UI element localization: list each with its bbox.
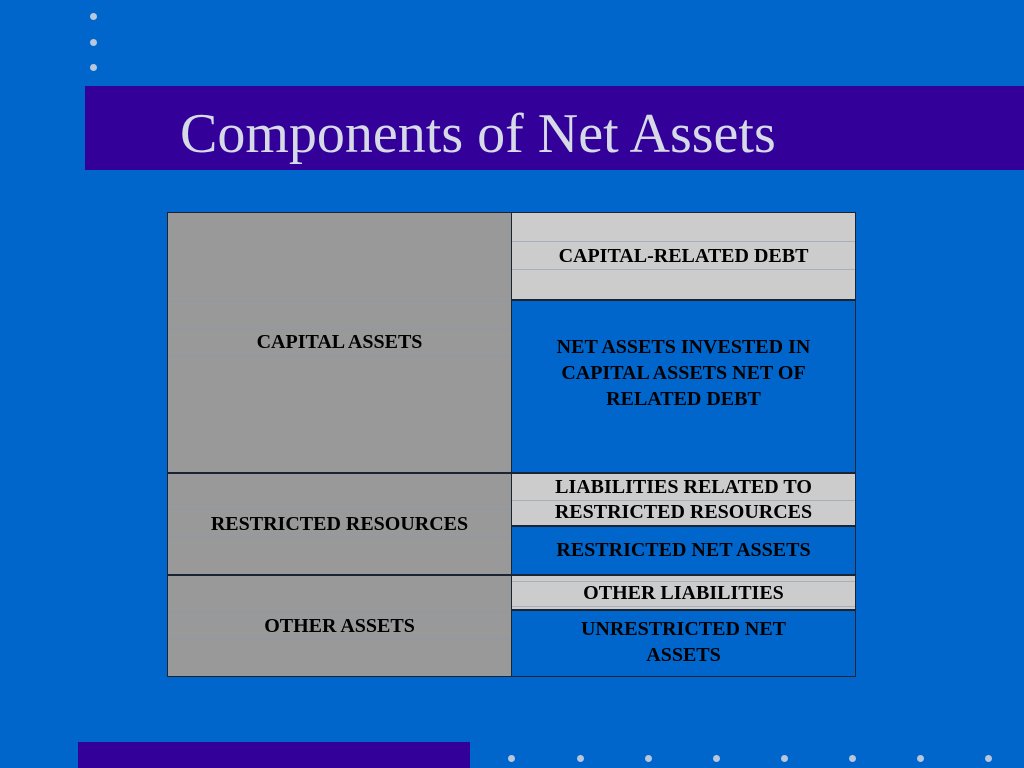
row-divider — [168, 574, 855, 576]
decor-dot — [985, 755, 992, 762]
decor-dot — [849, 755, 856, 762]
row-line — [168, 355, 511, 356]
unrestricted-label-1: UNRESTRICTED NET — [580, 618, 787, 640]
row-line — [168, 301, 511, 302]
unrestricted-label-2: ASSETS — [646, 644, 721, 666]
decor-dot — [90, 39, 97, 46]
row-divider — [512, 609, 855, 611]
row-line — [512, 606, 855, 607]
restricted-resources-cell — [168, 474, 511, 575]
other-liabilities-cell — [512, 576, 855, 610]
row-line — [168, 509, 511, 510]
restricted-resources-label: RESTRICTED RESOURCES — [210, 513, 469, 535]
liabilities-restricted-label-2: RESTRICTED RESOURCES — [554, 501, 813, 523]
net-assets-table — [167, 212, 856, 677]
other-assets-cell — [168, 576, 511, 676]
net-invested-label-3: RELATED DEBT — [606, 388, 761, 410]
liabilities-restricted-cell — [512, 474, 855, 526]
net-invested-label-1: NET ASSETS INVESTED IN — [556, 336, 811, 358]
net-invested-label-2: CAPITAL ASSETS NET OF — [561, 362, 806, 384]
column-divider — [511, 213, 512, 676]
row-line — [512, 269, 855, 270]
capital-assets-cell — [168, 213, 511, 473]
row-line — [512, 241, 855, 242]
decor-dot — [508, 755, 515, 762]
row-divider — [512, 299, 855, 301]
capital-assets-label: CAPITAL ASSETS — [256, 331, 423, 353]
decor-dot — [90, 64, 97, 71]
other-assets-label: OTHER ASSETS — [264, 615, 415, 637]
decor-dot — [917, 755, 924, 762]
decor-dot — [713, 755, 720, 762]
decor-dot — [781, 755, 788, 762]
row-line — [168, 537, 511, 538]
row-divider — [512, 525, 855, 527]
decor-dot — [577, 755, 584, 762]
net-invested-cell — [512, 301, 855, 473]
restricted-net-assets-label: RESTRICTED NET ASSETS — [556, 539, 811, 561]
decor-dot — [645, 755, 652, 762]
bottom-band — [78, 742, 470, 768]
liabilities-restricted-label-1: LIABILITIES RELATED TO — [555, 476, 812, 498]
decor-dot — [90, 13, 97, 20]
row-line — [168, 612, 511, 613]
restricted-net-assets-cell — [512, 527, 855, 575]
capital-related-debt-cell — [512, 213, 855, 300]
capital-related-debt-label: CAPITAL-RELATED DEBT — [558, 245, 809, 267]
unrestricted-net-assets-cell — [512, 611, 855, 676]
row-divider — [168, 472, 855, 474]
slide-title: Components of Net Assets — [180, 103, 776, 165]
other-liabilities-label: OTHER LIABILITIES — [583, 582, 784, 604]
